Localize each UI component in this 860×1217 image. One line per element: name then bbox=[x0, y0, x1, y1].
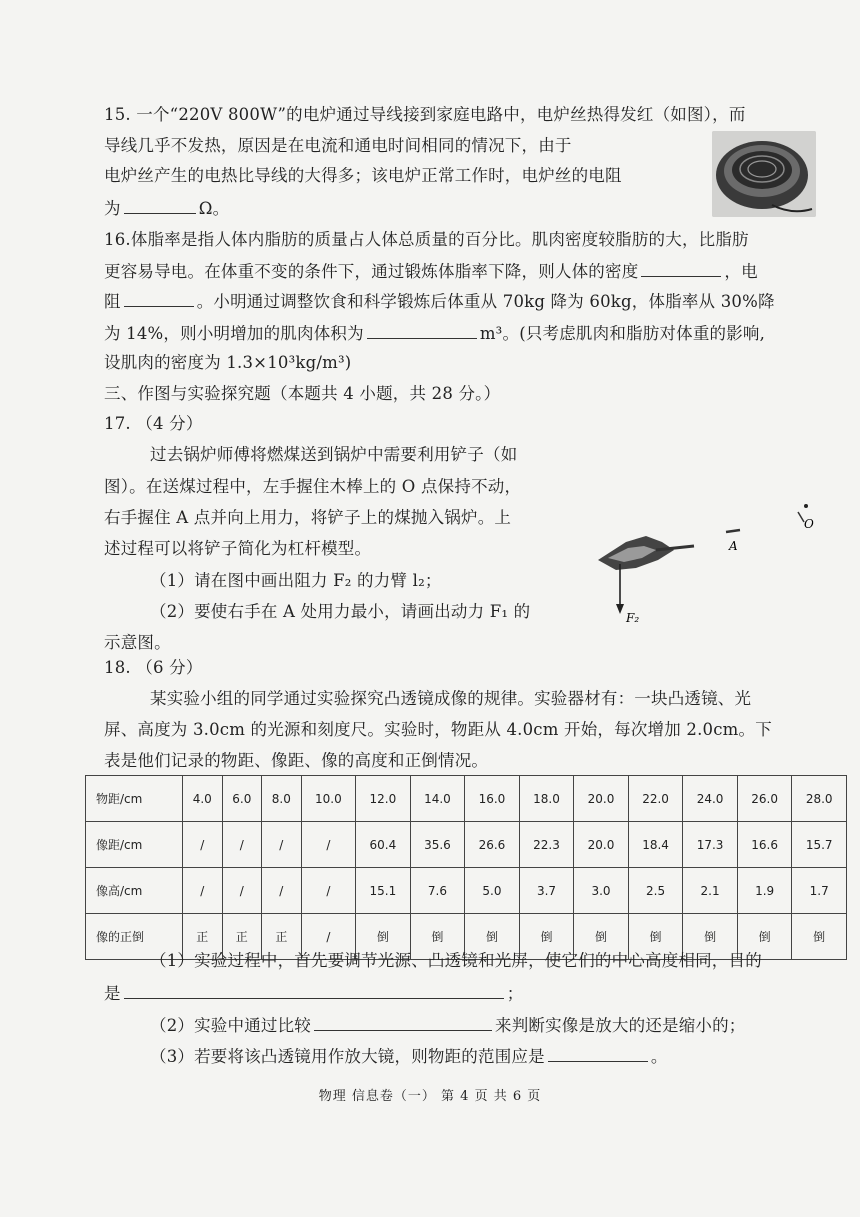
q17-sub-2: （2）要使右手在 A 处用力最小，请画出动力 F₁ 的 bbox=[150, 602, 531, 621]
q16-line-3-text: 。小明通过调整饮食和科学锻炼后体重从 70kg 降为 60kg，体脂率从 30%降 bbox=[196, 292, 775, 311]
q18-purpose-blank[interactable] bbox=[124, 982, 504, 999]
q17-para-line-4: 述过程可以将铲子简化为杠杆模型。 bbox=[104, 539, 372, 558]
table-cell: 26.0 bbox=[737, 776, 792, 822]
shovel-lever-figure[interactable] bbox=[586, 498, 826, 628]
table-cell: 倒 bbox=[410, 914, 465, 960]
table-cell: 3.0 bbox=[574, 868, 629, 914]
table-row bbox=[86, 822, 847, 868]
q18-sub-1-line-1: （1）实验过程中，首先要调节光源、凸透镜和光屏，使它们的中心高度相同，目的 bbox=[150, 951, 762, 970]
table-cell: 35.6 bbox=[410, 822, 465, 868]
q16-resistance-blank[interactable] bbox=[124, 290, 194, 307]
table-row bbox=[86, 776, 847, 822]
q18-heading: 18. （6 分） bbox=[104, 658, 203, 677]
q18-sub-3-text: （3）若要将该凸透镜用作放大镜，则物距的范围应是 bbox=[150, 1047, 545, 1066]
table-cell: 正 bbox=[183, 914, 223, 960]
table-cell: 18.0 bbox=[519, 776, 574, 822]
table-cell: 22.0 bbox=[628, 776, 683, 822]
q17-sub-2-cont: 示意图。 bbox=[104, 633, 171, 652]
table-cell: 22.3 bbox=[519, 822, 574, 868]
q18-sub-2 bbox=[150, 1014, 746, 1037]
table-cell: 26.6 bbox=[465, 822, 520, 868]
q18-sub-2-text: （2）实验中通过比较 bbox=[150, 1016, 311, 1035]
table-cell: 10.0 bbox=[301, 776, 356, 822]
q16-volume-blank[interactable] bbox=[367, 322, 477, 339]
q17-sub-1: （1）请在图中画出阻力 F₂ 的力臂 l₂； bbox=[150, 571, 442, 590]
table-cell: 2.5 bbox=[628, 868, 683, 914]
q17-para-line-3: 右手握住 A 点并向上用力，将铲子上的煤抛入锅炉。上 bbox=[104, 508, 512, 527]
f2-label: F₂ bbox=[626, 611, 640, 625]
table-row-header: 像高/cm bbox=[86, 868, 183, 914]
q18-range-blank[interactable] bbox=[548, 1045, 648, 1062]
table-cell: 16.6 bbox=[737, 822, 792, 868]
q17-para-line-1: 过去锅炉师傅将燃煤送到锅炉中需要利用铲子（如 bbox=[150, 445, 518, 464]
page-footer: 物理 信息卷（一） 第 4 页 共 6 页 bbox=[318, 1089, 542, 1104]
table-row-header: 像距/cm bbox=[86, 822, 183, 868]
table-cell: 4.0 bbox=[183, 776, 223, 822]
o-point-label: O bbox=[804, 517, 814, 531]
q15-line-1: 15. 一个“220V 800W”的电炉通过导线接到家庭电路中，电炉丝热得发红（如图），而 bbox=[104, 105, 746, 124]
table-cell: 1.7 bbox=[792, 868, 847, 914]
q16-density-blank[interactable] bbox=[641, 260, 721, 277]
q16-line-2-suffix: ，电 bbox=[724, 262, 758, 281]
table-cell: 倒 bbox=[737, 914, 792, 960]
q18-para-line-1: 某实验小组的同学通过实验探究凸透镜成像的规律。实验器材有：一块凸透镜、光 bbox=[150, 689, 752, 708]
q16-line-2 bbox=[104, 260, 758, 283]
q15-line-4-prefix: 为 bbox=[104, 199, 121, 218]
table-cell: / bbox=[183, 822, 223, 868]
lens-data-table bbox=[85, 775, 847, 960]
q15-line-4 bbox=[104, 197, 229, 220]
table-cell: 8.0 bbox=[262, 776, 302, 822]
q15-line-2: 导线几乎不发热，原因是在电流和通电时间相同的情况下，由于 bbox=[104, 136, 572, 155]
table-cell: 倒 bbox=[792, 914, 847, 960]
q15-line-3: 电炉丝产生的电热比导线的大得多；该电炉正常工作时，电炉丝的电阻 bbox=[104, 166, 622, 185]
table-cell: 28.0 bbox=[792, 776, 847, 822]
f2-arrow-head bbox=[616, 604, 624, 614]
q18-para-line-2: 屏、高度为 3.0cm 的光源和刻度尺。实验时，物距从 4.0cm 开始，每次增加 2.0cm。下 bbox=[104, 720, 772, 739]
q18-sub-2-suffix: 来判断实像是放大的还是缩小的； bbox=[495, 1016, 746, 1035]
q18-sub-1-suffix: ； bbox=[506, 984, 524, 1003]
table-cell: / bbox=[262, 868, 302, 914]
q17-para-line-2: 图）。在送煤过程中，左手握住木棒上的 O 点保持不动， bbox=[104, 477, 522, 496]
table-cell: 倒 bbox=[628, 914, 683, 960]
table-cell: 20.0 bbox=[574, 776, 629, 822]
table-cell: 倒 bbox=[574, 914, 629, 960]
table-cell: 15.7 bbox=[792, 822, 847, 868]
q16-line-4 bbox=[104, 322, 765, 345]
table-cell: 24.0 bbox=[683, 776, 738, 822]
q18-para-line-3: 表是他们记录的物距、像距、像的高度和正倒情况。 bbox=[104, 751, 489, 770]
table-cell: 5.0 bbox=[465, 868, 520, 914]
q18-compare-blank[interactable] bbox=[314, 1014, 492, 1031]
table-row-header: 物距/cm bbox=[86, 776, 183, 822]
q16-line-3-prefix: 阻 bbox=[104, 292, 121, 311]
table-cell: 1.9 bbox=[737, 868, 792, 914]
a-point-mark bbox=[726, 530, 740, 532]
q18-sub-1-line-2 bbox=[104, 982, 523, 1005]
table-cell: 17.3 bbox=[683, 822, 738, 868]
q18-sub-1-prefix: 是 bbox=[104, 984, 121, 1003]
q16-line-3 bbox=[104, 290, 775, 313]
table-row bbox=[86, 868, 847, 914]
q16-line-2-text: 更容易导电。在体重不变的条件下，通过锻炼体脂率下降，则人体的密度 bbox=[104, 262, 639, 281]
table-cell: 倒 bbox=[465, 914, 520, 960]
o-point-dot bbox=[804, 504, 808, 508]
table-cell: 倒 bbox=[356, 914, 411, 960]
table-cell: 倒 bbox=[683, 914, 738, 960]
q18-sub-3-suffix: 。 bbox=[650, 1047, 668, 1066]
q15-answer-blank[interactable] bbox=[124, 197, 196, 214]
table-cell: 14.0 bbox=[410, 776, 465, 822]
table-row-header: 像的正倒 bbox=[86, 914, 183, 960]
table-cell: / bbox=[301, 868, 356, 914]
table-cell: 20.0 bbox=[574, 822, 629, 868]
table-cell: 16.0 bbox=[465, 776, 520, 822]
table-cell: 正 bbox=[262, 914, 302, 960]
table-cell: / bbox=[301, 914, 356, 960]
q16-line-4-text: 为 14%，则小明增加的肌肉体积为 bbox=[104, 324, 364, 343]
q16-line-1: 16.体脂率是指人体内脂肪的质量占人体总质量的百分比。肌肉密度较脂肪的大，比脂肪 bbox=[104, 230, 749, 249]
table-cell: / bbox=[183, 868, 223, 914]
table-cell: 6.0 bbox=[222, 776, 262, 822]
table-cell: 18.4 bbox=[628, 822, 683, 868]
a-point-label: A bbox=[729, 539, 738, 553]
q15-line-4-suffix: Ω。 bbox=[198, 199, 230, 218]
table-cell: 60.4 bbox=[356, 822, 411, 868]
table-cell: / bbox=[301, 822, 356, 868]
q17-heading: 17. （4 分） bbox=[104, 414, 203, 433]
q16-line-5: 设肌肉的密度为 1.3×10³kg/m³) bbox=[104, 353, 352, 372]
table-cell: 12.0 bbox=[356, 776, 411, 822]
q18-sub-3 bbox=[150, 1045, 668, 1068]
table-cell: 3.7 bbox=[519, 868, 574, 914]
table-cell: 15.1 bbox=[356, 868, 411, 914]
table-cell: / bbox=[222, 822, 262, 868]
table-cell: 2.1 bbox=[683, 868, 738, 914]
table-cell: / bbox=[222, 868, 262, 914]
electric-stove-photo bbox=[712, 131, 816, 217]
section-3-heading: 三、作图与实验探究题（本题共 4 小题，共 28 分。） bbox=[104, 384, 501, 403]
table-cell: 7.6 bbox=[410, 868, 465, 914]
table-cell: 倒 bbox=[519, 914, 574, 960]
table-cell: / bbox=[262, 822, 302, 868]
table-cell: 正 bbox=[222, 914, 262, 960]
q16-line-4-suffix: m³。(只考虑肌肉和脂肪对体重的影响, bbox=[479, 324, 766, 343]
